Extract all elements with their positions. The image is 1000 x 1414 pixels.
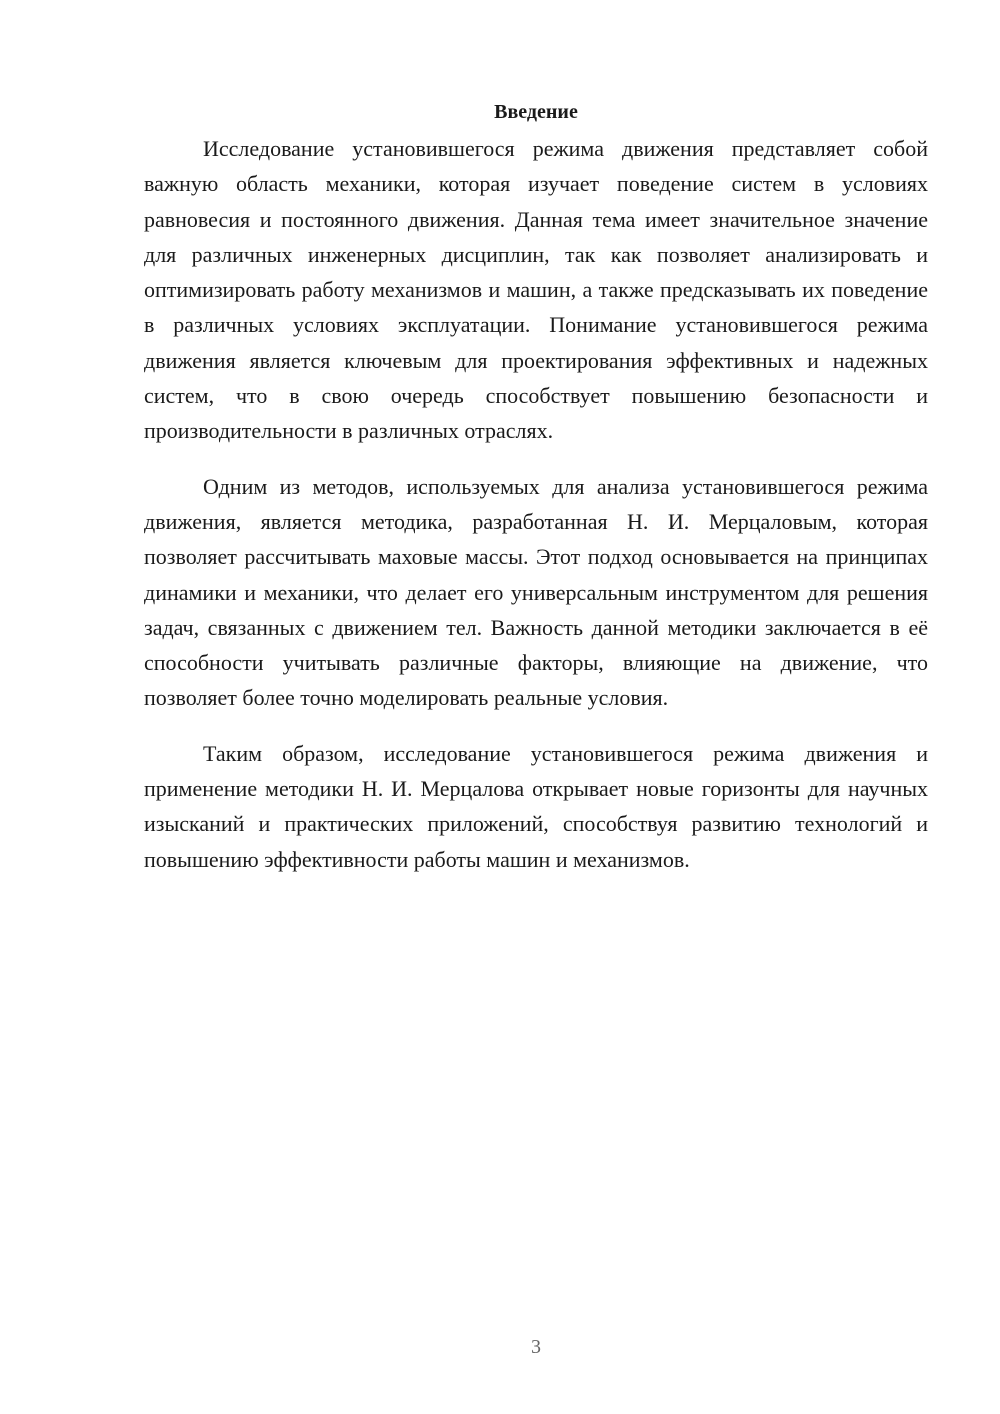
paragraph-2: Одним из методов, используемых для анализа установившегося режима движения, является методика, разработанная Н. И. Мерцаловым, которая позволяет рассчитывать маховые массы. Этот подход основывается на принципах динамики и механики, что делает его универсальным инструментом для решения задач, связанных с движением тел. Важность данной методики заключается в её способности учитывать различные факторы, влияющие на движение, что позволяет более точно моделировать реальные условия. [144, 473, 928, 711]
page-number: 3 [531, 1336, 541, 1358]
page-content [144, 96, 928, 897]
paragraph-3: Таким образом, исследование установившегося режима движения и применение методики Н. И. Мерцалова открывает новые горизонты для научных изысканий и практических приложений, способствуя развитию технологий и повышению эффективности работы машин и механизмов. [144, 740, 928, 872]
paragraph-1: Исследование установившегося режима движения представляет собой важную область механики, которая изучает поведение систем в условиях равновесия и постоянного движения. Данная тема имеет значительное значение для различных инженерных дисциплин, так как позволяет анализировать и оптимизировать работу механизмов и машин, а также предсказывать их поведение в различных условиях эксплуатации. Понимание установившегося режима движения является ключевым для проектирования эффективных и надежных систем, что в свою очередь способствует повышению безопасности и производительности в различных отраслях. [144, 136, 928, 444]
section-heading: Введение [494, 101, 578, 123]
